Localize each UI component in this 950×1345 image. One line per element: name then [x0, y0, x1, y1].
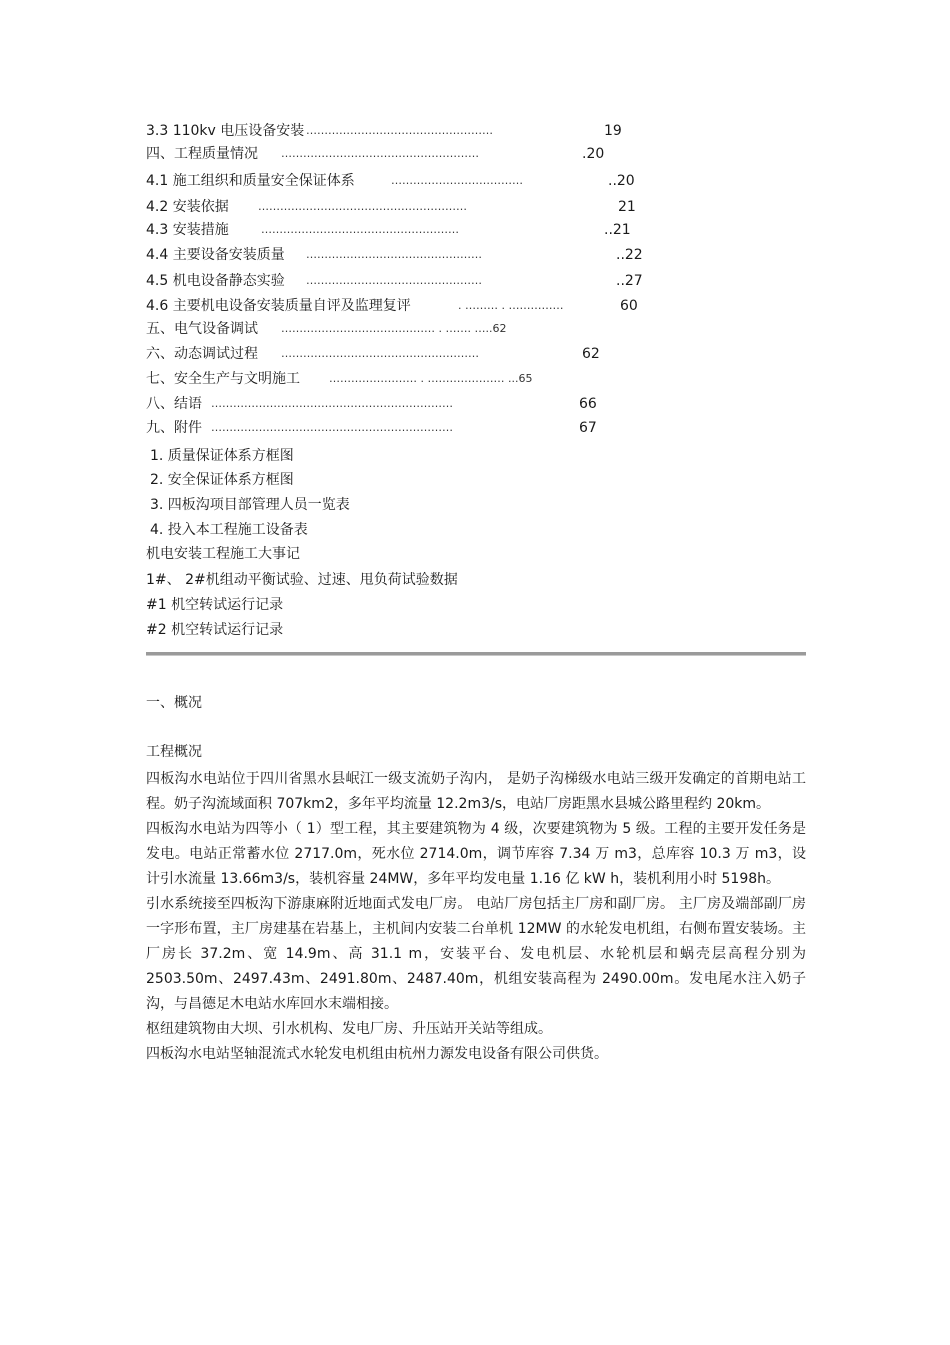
toc-entry[interactable] [146, 144, 666, 164]
toc-entry[interactable] [146, 197, 666, 217]
toc-entry[interactable] [146, 171, 666, 191]
toc-entry-page: 67 [579, 420, 597, 436]
toc-entry-title: 九、附件 [146, 420, 202, 436]
attachment-item: #1 机空转试运行记录 [146, 597, 284, 613]
toc-entry-leader-dots: …………………………………… . ……. …..62 [281, 322, 507, 335]
toc-entry-leader-dots: …………………………………………… [306, 124, 493, 137]
paragraph: 四板沟水电站位于四川省黑水县岷江一级支流奶子沟内， 是奶子沟梯级水电站三级开发确定的首期电站工程。奶子沟流域面积 707km2，多年平均流量 12.2m3/s，电站厂房距黑水县城公路里程约 20km。 [146, 771, 806, 812]
toc-entry-title: 4.3 安装措施 [146, 222, 229, 238]
horizontal-divider [146, 652, 806, 656]
toc-entry-page: ..27 [616, 273, 643, 289]
toc-entry-leader-dots: ……………………………………………… [281, 347, 479, 360]
toc-entry-leader-dots: ………………………………………… [306, 248, 482, 261]
attachment-item: 1. 质量保证体系方框图 [150, 448, 294, 464]
toc-entry-page: 19 [604, 123, 622, 139]
subsection-title: 工程概况 [146, 744, 202, 760]
attachment-item: 4. 投入本工程施工设备表 [150, 522, 308, 538]
toc-entry-leader-dots: ……………………………………………… [261, 223, 459, 236]
toc-entry-title: 六、动态调试过程 [146, 346, 258, 362]
toc-entry-page: ..20 [608, 173, 635, 189]
toc-entry[interactable] [146, 418, 666, 438]
attachment-item: 2. 安全保证体系方框图 [150, 472, 294, 488]
toc-entry-leader-dots: ………………………………………………………… [211, 397, 453, 410]
toc-entry-page: 60 [620, 298, 638, 314]
paragraph: 枢纽建筑物由大坝、引水机构、发电厂房、升压站开关站等组成。 [146, 1021, 552, 1037]
attachment-item: 1#、 2#机组动平衡试验、过速、甩负荷试验数据 [146, 572, 458, 588]
section-title: 一、概况 [146, 695, 202, 711]
body-text [146, 767, 806, 1067]
toc-entry[interactable] [146, 220, 666, 240]
toc-entry-leader-dots: . ……… . …………… [458, 299, 564, 312]
toc-entry-page: ..22 [616, 247, 643, 263]
toc-entry-title: 4.5 机电设备静态实验 [146, 273, 285, 289]
attachment-item: #2 机空转试运行记录 [146, 622, 284, 638]
toc-entry-leader-dots: ……………………………… [391, 174, 523, 187]
toc-entry-page: 21 [618, 199, 636, 215]
paragraph: 四板沟水电站为四等小（ 1）型工程，其主要建筑物为 4 级，次要建筑物为 5 级。工程的主要开发任务是发电。电站正常蓄水位 2717.0m，死水位 2714.0m，调节库容 7.34 万 m3，总库容 10.3 万 m3，设计引水流量 13.66m3/s，装机容量 24MW，多年平均发电量 1.16 亿 kW h，装机利用小时 5198h。 [146, 821, 806, 887]
toc-entry-title: 七、安全生产与文明施工 [146, 371, 300, 387]
toc-entry-page: ..21 [604, 222, 631, 238]
toc-entry[interactable] [146, 271, 666, 291]
attachment-item: 3. 四板沟项目部管理人员一览表 [150, 497, 350, 513]
toc-entry-leader-dots: ……………………………………………… [281, 147, 479, 160]
paragraph: 引水系统接至四板沟下游康麻附近地面式发电厂房。 电站厂房包括主厂房和副厂房。 主厂房及端部副厂房一字形布置，主厂房建基在岩基上，主机间内安装二台单机 12MW 的水轮发电机组，右侧布置安装场。主厂房长 37.2m、宽 14.9m、高 31.1 m，安装平台、发电机层、水轮机层和蜗壳层高程分别为 2503.50m、2497.43m、2491.80m、2487.40m，机组安装高程为 2490.00m。发电尾水注入奶子沟，与昌德足木电站水库回水末端相接。 [146, 896, 806, 1012]
toc-entry[interactable] [146, 319, 666, 339]
toc-entry-title: 4.2 安装依据 [146, 199, 229, 215]
toc-entry-leader-dots: …………………… . ………………… ...65 [329, 372, 533, 385]
toc-entry-leader-dots: ………………………………………… [306, 274, 482, 287]
toc-entry-page: .20 [582, 146, 605, 162]
toc-entry[interactable] [146, 369, 666, 389]
toc-entry-title: 八、结语 [146, 396, 202, 412]
toc-entry-leader-dots: ………………………………………………… [258, 200, 467, 213]
toc-entry[interactable] [146, 296, 666, 316]
toc-entry-title: 4.1 施工组织和质量安全保证体系 [146, 173, 355, 189]
toc-entry[interactable] [146, 245, 666, 265]
toc-entry-title: 4.6 主要机电设备安装质量自评及监理复评 [146, 298, 411, 314]
toc-entry[interactable] [146, 121, 666, 141]
toc-entry-title: 3.3 110kv 电压设备安装 [146, 123, 305, 139]
attachment-item: 机电安装工程施工大事记 [146, 546, 300, 562]
paragraph: 四板沟水电站坚轴混流式水轮发电机组由杭州力源发电设备有限公司供货。 [146, 1046, 608, 1062]
toc-entry-title: 五、电气设备调试 [146, 321, 258, 337]
toc-entry-leader-dots: ………………………………………………………… [211, 421, 453, 434]
toc-entry-title: 四、工程质量情况 [146, 146, 258, 162]
toc-entry-title: 4.4 主要设备安装质量 [146, 247, 285, 263]
toc-entry[interactable] [146, 394, 666, 414]
toc-entry[interactable] [146, 344, 666, 364]
toc-entry-page: 62 [582, 346, 600, 362]
toc-entry-page: 66 [579, 396, 597, 412]
